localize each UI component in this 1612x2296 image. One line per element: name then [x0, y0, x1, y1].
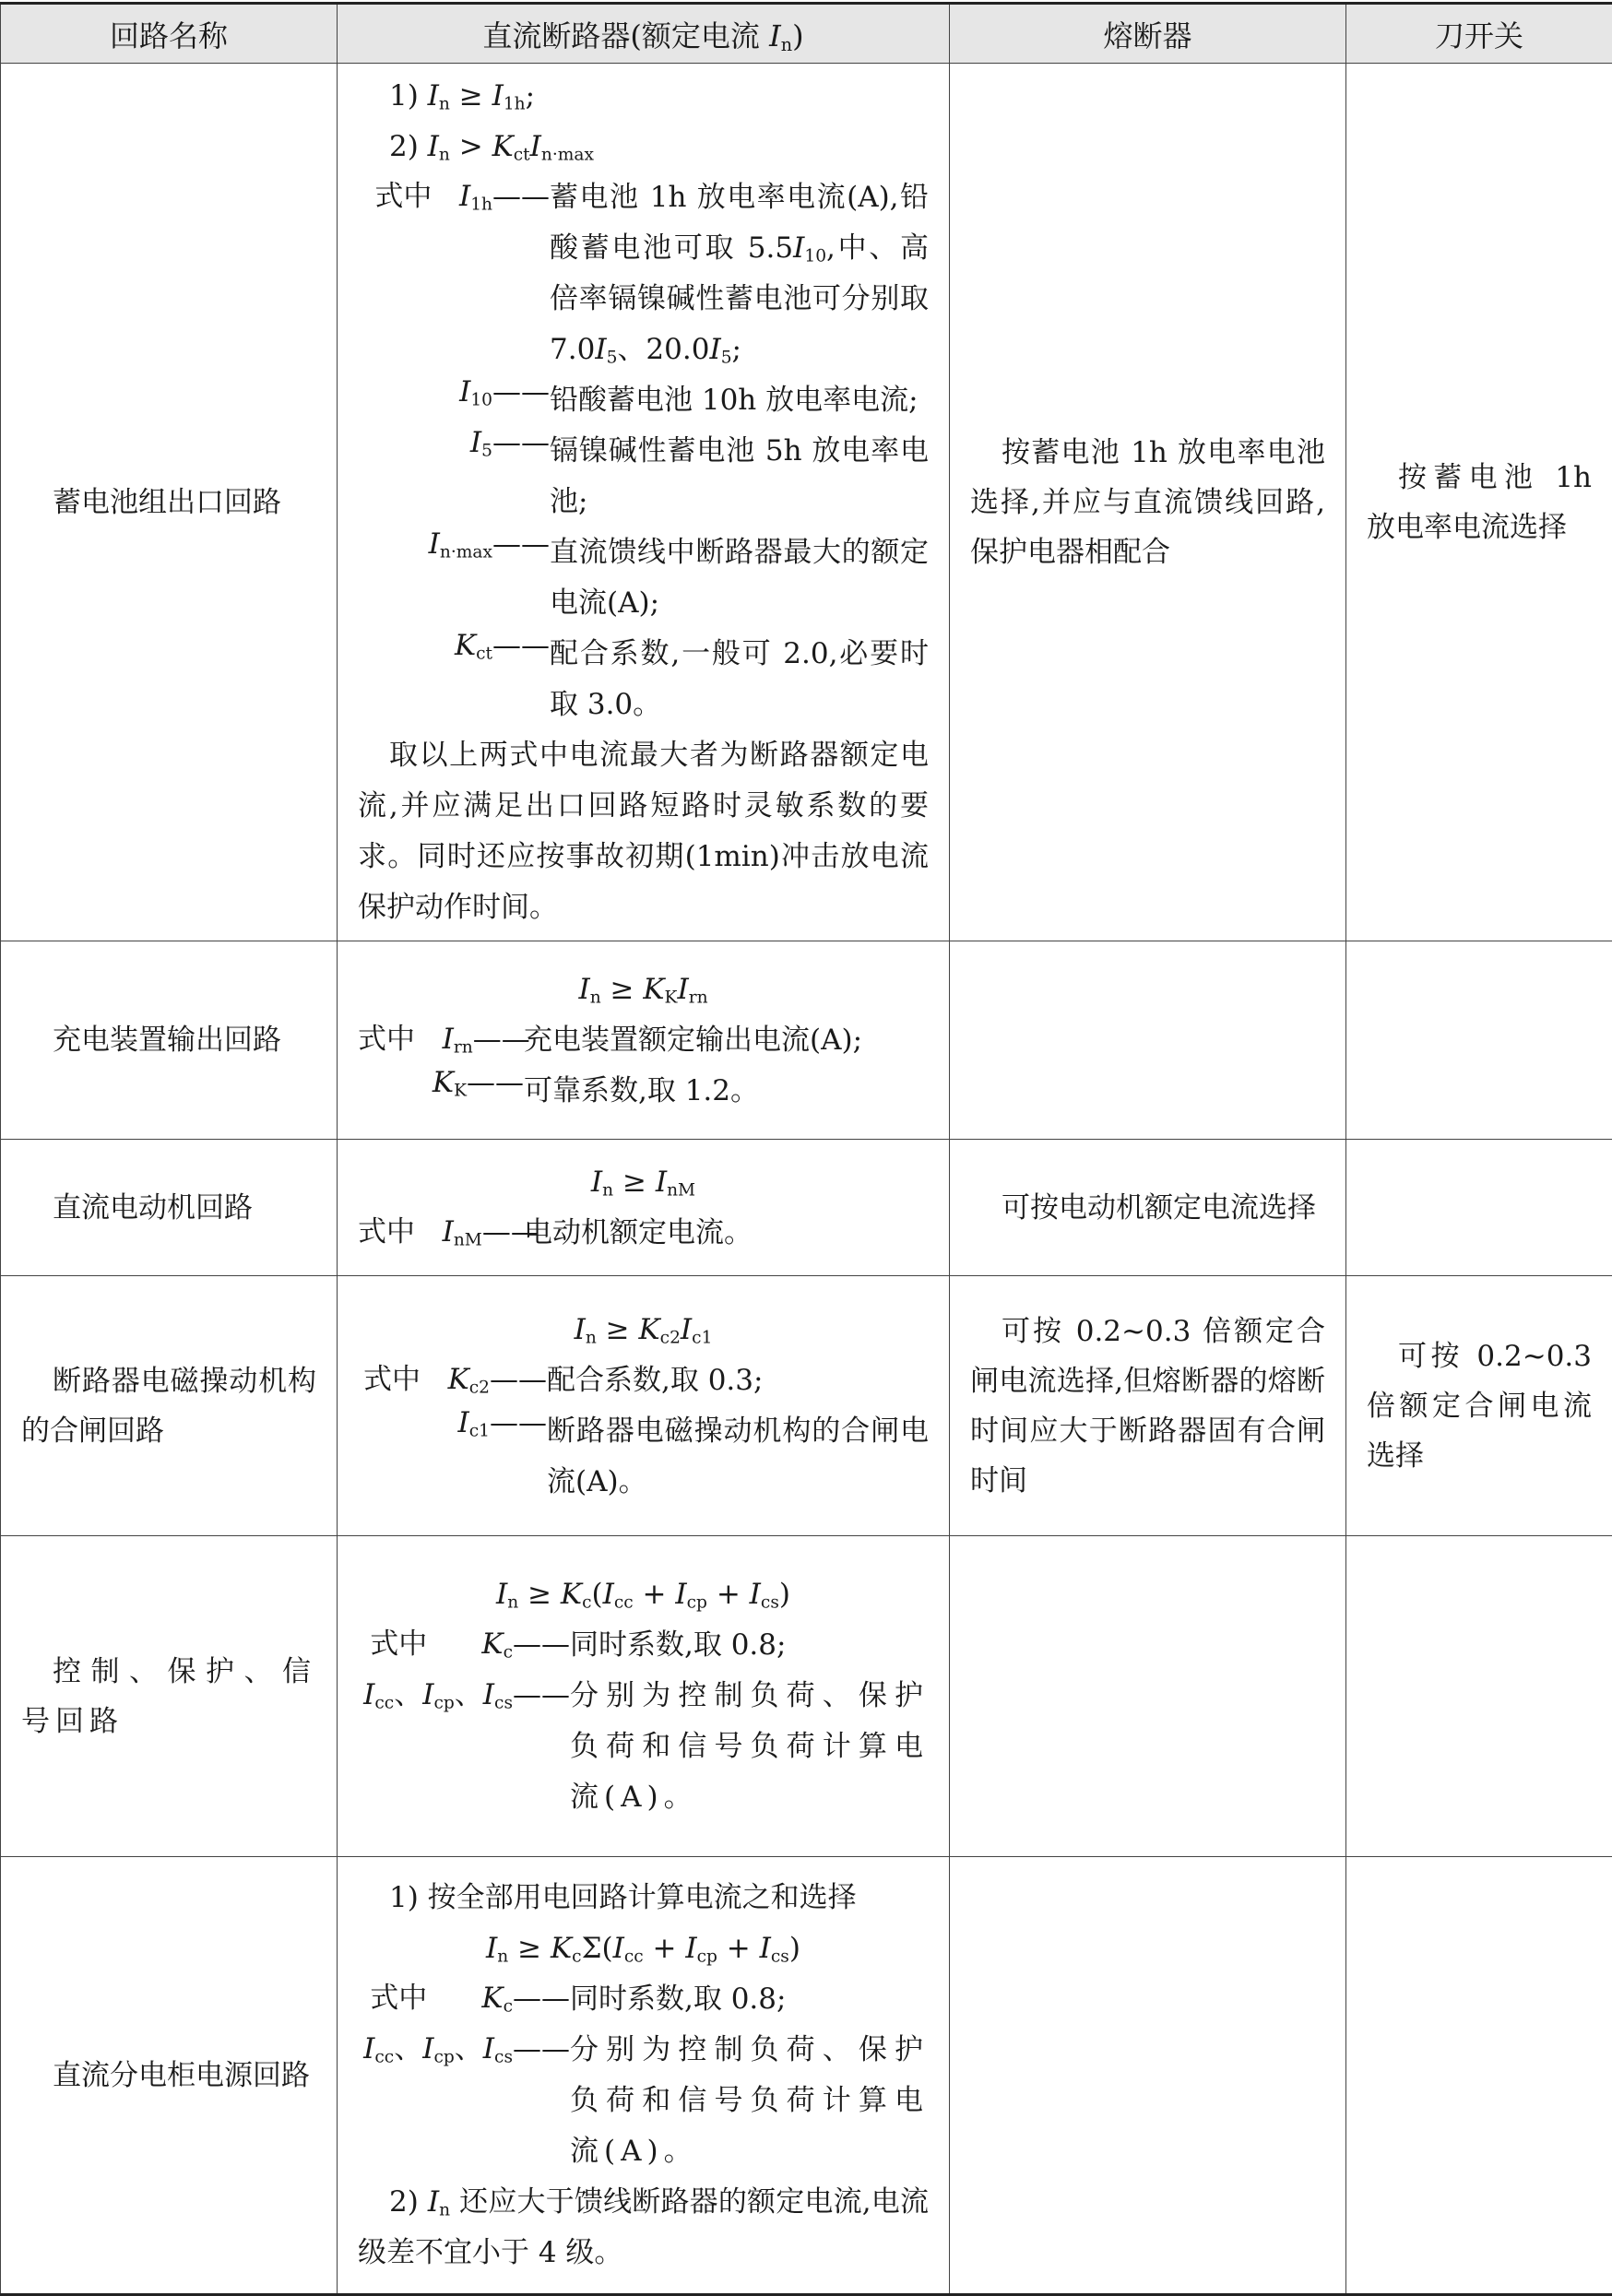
definition: $I_{cc}$、$I_{cp}$、$I_{cs}——$ 分别为控制负荷、保护负荷和信号负荷计算电流(A)。 [358, 1671, 929, 1823]
fuse-cell: 可按 0.2~0.3 倍额定合闸电流选择,但熔断器的熔断时间应大于断路器固有合闸时间 [950, 1276, 1346, 1536]
fuse-cell [950, 941, 1346, 1140]
formula-line: $I_n \ge K_c\Sigma(I_{cc} + I_{cp} + I_{cs})$ [358, 1923, 929, 1974]
definition: 式中 $K_{c2}——$ 配合系数,取 0.3; [358, 1355, 929, 1406]
header-knife-switch: 刀开关 [1346, 4, 1612, 64]
circuit-name-cell: 控制、保护、信号回路 [1, 1536, 338, 1857]
circuit-name-cell: 直流分电柜电源回路 [1, 1857, 338, 2295]
note-paragraph: 取以上两式中电流最大者为断路器额定电流,并应满足出口回路短路时灵敏系数的要求。同时还应按事故初期(1min)冲击放电流保护动作时间。 [358, 730, 929, 933]
knife-switch-cell: 可按 0.2~0.3 倍额定合闸电流选择 [1346, 1276, 1612, 1536]
definition: 式中 $I_{nM}——$ 电动机额定电流。 [358, 1208, 929, 1259]
fuse-cell: 可按电动机额定电流选择 [950, 1140, 1346, 1276]
definition: 式中 $K_c——$ 同时系数,取 0.8; [358, 1974, 929, 2025]
circuit-name-cell: 直流电动机回路 [1, 1140, 338, 1276]
definition: $I_{c1}——$ 断路器电磁操动机构的合闸电流(A)。 [358, 1406, 929, 1508]
definition: $K_{ct}——$ 配合系数,一般可 2.0,必要时取 3.0。 [358, 629, 929, 730]
definition: 式中 $K_c——$ 同时系数,取 0.8; [358, 1620, 929, 1671]
circuit-name-cell: 蓄电池组出口回路 [1, 64, 338, 941]
dc-breaker-cell [338, 1857, 950, 2295]
table-row [1, 64, 1612, 941]
knife-switch-cell [1346, 1857, 1612, 2295]
definition: $K_K——$ 可靠系数,取 1.2。 [358, 1066, 929, 1117]
table-row [1, 1536, 1612, 1857]
table-row [1, 1276, 1612, 1536]
knife-switch-cell [1346, 941, 1612, 1140]
definition: 式中 $I_{rn}——$ 充电装置额定输出电流(A); [358, 1015, 929, 1066]
formula-line: 1) 按全部用电回路计算电流之和选择 [358, 1873, 929, 1923]
knife-switch-cell [1346, 1536, 1612, 1857]
formula-line: $I_n \ge K_c(I_{cc} + I_{cp} + I_{cs})$ [358, 1569, 929, 1620]
dc-breaker-cell [338, 941, 950, 1140]
header-circuit-name: 回路名称 [1, 4, 338, 64]
header-row [1, 4, 1612, 64]
formula-line: $I_n \ge I_{nM}$ [358, 1157, 929, 1208]
definition: $I_{n\cdot max}——$ 直流馈线中断路器最大的额定电流(A); [358, 527, 929, 629]
definition: $I_{cc}$、$I_{cp}$、$I_{cs}——$ 分别为控制负荷、保护负荷和信号负荷计算电流(A)。 [358, 2025, 929, 2177]
definition: 式中 $I_{1h}——$ 蓄电池 1h 放电率电流(A),铅酸蓄电池可取 $5.5I_{10}$,中、高倍率镉镍碱性蓄电池可分别取 $7.0I_5$、$20.0I_5$; [358, 172, 929, 375]
knife-switch-cell [1346, 1140, 1612, 1276]
table-row [1, 941, 1612, 1140]
dc-protection-table [0, 2, 1612, 2296]
table-row [1, 1857, 1612, 2295]
fuse-cell [950, 1536, 1346, 1857]
dc-breaker-cell [338, 64, 950, 941]
fuse-cell [950, 1857, 1346, 2295]
dc-breaker-cell [338, 1536, 950, 1857]
formula-line: $I_n \ge K_KI_{rn}$ [358, 965, 929, 1015]
circuit-name-cell: 断路器电磁操动机构的合闸回路 [1, 1276, 338, 1536]
definition: $I_5——$ 镉镍碱性蓄电池 5h 放电率电池; [358, 426, 929, 527]
knife-switch-cell: 按蓄电池 1h 放电率电流选择 [1346, 64, 1612, 941]
note-paragraph: 2) $I_n$ 还应大于馈线断路器的额定电流,电流级差不宜小于 4 级。 [358, 2177, 929, 2278]
circuit-name-cell: 充电装置输出回路 [1, 941, 338, 1140]
dc-breaker-cell [338, 1276, 950, 1536]
fuse-cell: 按蓄电池 1h 放电率电池选择,并应与直流馈线回路,保护电器相配合 [950, 64, 1346, 941]
definition: $I_{10}——$ 铅酸蓄电池 10h 放电率电流; [358, 375, 929, 426]
header-fuse: 熔断器 [950, 4, 1346, 64]
formula-line: 2) $I_n > K_{ct}I_{n\cdot max}$ [358, 122, 929, 172]
formula-line: $I_n \ge K_{c2}I_{c1}$ [358, 1305, 929, 1355]
table-row [1, 1140, 1612, 1276]
header-dc-breaker: 直流断路器(额定电流 $I_n$) [338, 4, 950, 64]
formula-line: 1) $I_n \ge I_{1h}$; [358, 71, 929, 122]
dc-breaker-cell [338, 1140, 950, 1276]
